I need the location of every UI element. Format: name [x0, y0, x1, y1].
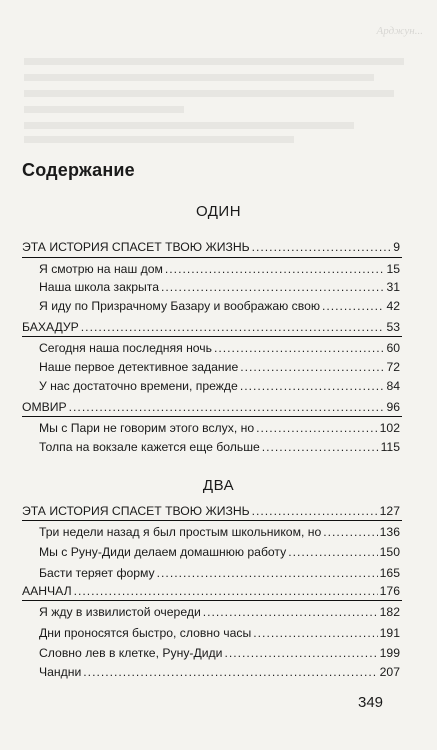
toc-entry [39, 525, 400, 539]
toc-entry-page: 115 [380, 440, 400, 454]
toc-entry-page: 191 [379, 626, 400, 640]
section-heading-one: ОДИН [195, 203, 242, 220]
toc-entry-title: Три недели назад я был простым школьником, но [39, 525, 322, 539]
toc-entry [39, 379, 400, 393]
toc-entry-page: 176 [379, 584, 400, 598]
toc-entry-page: 72 [386, 360, 400, 374]
toc-entry-title: ЭТА ИСТОРИЯ СПАСЕТ ТВОЮ ЖИЗНЬ [22, 240, 250, 254]
leader-dots [203, 605, 378, 619]
toc-entry [39, 299, 400, 313]
toc-entry [39, 360, 400, 374]
leader-dots [165, 262, 385, 276]
leader-dots [81, 320, 385, 334]
toc-entry-page: 84 [386, 379, 400, 393]
leader-dots [74, 584, 378, 598]
section-heading-two: ДВА [202, 477, 235, 494]
toc-entry-page: 182 [379, 605, 400, 619]
toc-entry-title: Сегодня наша последняя ночь [39, 341, 213, 355]
toc-entry [22, 504, 400, 518]
toc-entry-page: 165 [379, 566, 400, 580]
toc-entry-title: Мы с Руну-Диди делаем домашнюю работу [39, 545, 287, 559]
divider [22, 416, 402, 417]
toc-entry-page: 150 [379, 545, 400, 559]
toc-entry-page: 102 [379, 421, 400, 435]
page-title: Содержание [22, 160, 135, 180]
toc-entry [39, 646, 400, 660]
toc-entry-title: Я смотрю на наш дом [39, 262, 163, 276]
divider [22, 520, 402, 521]
toc-entry [22, 584, 400, 598]
toc-entry-title: У нас достаточно времени, прежде [39, 379, 238, 393]
leader-dots [69, 400, 385, 414]
toc-entry-page: 199 [379, 646, 400, 660]
page-number: 349 [358, 694, 384, 711]
ghost-line [24, 58, 404, 65]
leader-dots [157, 566, 378, 580]
toc-entry-page: 136 [379, 525, 400, 539]
leader-dots [83, 665, 377, 679]
toc-entry [39, 421, 400, 435]
leader-dots [322, 299, 384, 313]
toc-entry-title: Я жду в извилистой очереди [39, 605, 201, 619]
ghost-line [24, 122, 354, 129]
leader-dots [262, 440, 379, 454]
ghost-line [24, 74, 374, 81]
toc-entry-title: Наша школа закрыта [39, 280, 160, 294]
leader-dots [288, 545, 377, 559]
toc-entry-page: 31 [386, 280, 400, 294]
toc-entry-title: Наше первое детективное задание [39, 360, 239, 374]
leader-dots [252, 504, 378, 518]
toc-entry-page: 60 [386, 341, 400, 355]
toc-entry-title: ЭТА ИСТОРИЯ СПАСЕТ ТВОЮ ЖИЗНЬ [22, 504, 250, 518]
toc-entry-page: 53 [386, 320, 400, 334]
toc-entry [39, 626, 400, 640]
ghost-line [24, 90, 394, 97]
toc-entry [39, 341, 400, 355]
toc-entry-title: Басти теряет форму [39, 566, 155, 580]
bleed-through-text [0, 0, 437, 150]
toc-entry-page: 96 [386, 400, 400, 414]
leader-dots [323, 525, 377, 539]
leader-dots [161, 280, 384, 294]
toc-entry-page: 15 [386, 262, 400, 276]
ghost-line [24, 136, 294, 143]
ghost-line [24, 106, 184, 113]
toc-entry [39, 566, 400, 580]
toc-entry-title: ААНЧАЛ [22, 584, 72, 598]
toc-entry-title: Дни проносятся быстро, словно часы [39, 626, 252, 640]
toc-entry [22, 400, 400, 414]
divider [22, 600, 402, 601]
toc-entry [39, 262, 400, 276]
toc-entry-title: БАХАДУР [22, 320, 79, 334]
toc-entry-title: ОМВИР [22, 400, 67, 414]
toc-entry [39, 440, 400, 454]
running-head-ghost: Арджун... [376, 25, 423, 37]
toc-entry-page: 9 [393, 240, 400, 254]
leader-dots [252, 240, 392, 254]
divider [22, 336, 402, 337]
toc-entry [39, 665, 400, 679]
toc-entry-title: Я иду по Призрачному Базару и воображаю свою [39, 299, 320, 313]
toc-entry [22, 240, 400, 254]
toc-entry-title: Словно лев в клетке, Руну-Диди [39, 646, 223, 660]
toc-entry [39, 280, 400, 294]
toc-entry-page: 127 [379, 504, 400, 518]
leader-dots [256, 421, 378, 435]
toc-entry-page: 42 [386, 299, 400, 313]
toc-entry-title: Толпа на вокзале кажется еще больше [39, 440, 260, 454]
leader-dots [253, 626, 377, 640]
toc-entry [39, 545, 400, 559]
toc-entry-title: Чандни [39, 665, 82, 679]
leader-dots [224, 646, 377, 660]
leader-dots [214, 341, 384, 355]
toc-entry-page: 207 [379, 665, 400, 679]
divider [22, 257, 402, 258]
toc-entry [39, 605, 400, 619]
leader-dots [240, 379, 385, 393]
leader-dots [240, 360, 384, 374]
toc-entry [22, 320, 400, 334]
toc-entry-title: Мы с Пари не говорим этого вслух, но [39, 421, 255, 435]
